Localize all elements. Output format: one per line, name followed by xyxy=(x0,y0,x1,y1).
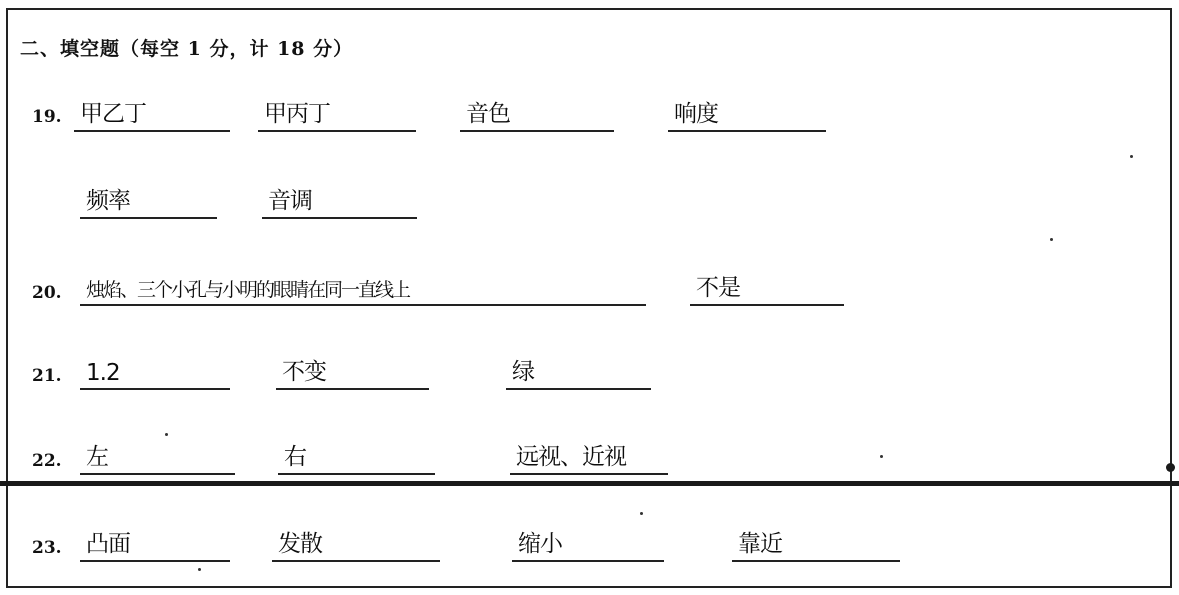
answer-text: 左 xyxy=(86,444,108,470)
answer-blank[interactable] xyxy=(272,530,440,562)
answer-text: 发散 xyxy=(278,531,322,557)
answer-text: 不变 xyxy=(282,359,326,385)
answer-blank[interactable] xyxy=(690,274,844,306)
answer-blank[interactable] xyxy=(74,100,230,132)
answer-text: 远视、近视 xyxy=(516,444,626,470)
scan-speck xyxy=(880,455,883,458)
scan-speck xyxy=(198,568,201,571)
scan-speck xyxy=(1050,238,1053,241)
answer-text: 响度 xyxy=(674,101,718,127)
answer-text: 音调 xyxy=(268,188,312,214)
question-number-22: 22. xyxy=(32,451,62,471)
answer-blank[interactable] xyxy=(732,530,900,562)
answer-blank[interactable] xyxy=(80,358,230,390)
question-number-21: 21. xyxy=(32,366,62,386)
answer-blank[interactable] xyxy=(278,443,435,475)
question-number-23: 23. xyxy=(32,538,62,558)
section-title: 二、填空题（每空 1 分，计 18 分） xyxy=(20,38,354,60)
fold-line xyxy=(0,481,1179,486)
answer-text: 绿 xyxy=(512,359,534,385)
answer-blank[interactable] xyxy=(80,274,646,306)
answer-text: 右 xyxy=(284,444,306,470)
answer-blank[interactable] xyxy=(510,443,668,475)
answer-text: 频率 xyxy=(86,188,130,214)
answer-blank[interactable] xyxy=(80,187,217,219)
scan-speck xyxy=(165,433,168,436)
answer-text: 音色 xyxy=(466,101,510,127)
answer-blank[interactable] xyxy=(668,100,826,132)
answer-blank[interactable] xyxy=(258,100,416,132)
answer-blank[interactable] xyxy=(512,530,664,562)
answer-text: 凸面 xyxy=(86,531,130,557)
answer-blank[interactable] xyxy=(460,100,614,132)
fold-marker xyxy=(1166,463,1175,472)
scan-speck xyxy=(640,512,643,515)
answer-blank[interactable] xyxy=(276,358,429,390)
answer-text: 不是 xyxy=(696,275,740,301)
answer-blank[interactable] xyxy=(80,530,230,562)
answer-blank[interactable] xyxy=(506,358,651,390)
question-number-19: 19. xyxy=(32,107,62,127)
answer-blank[interactable] xyxy=(80,443,235,475)
answer-text: 甲丙丁 xyxy=(264,101,330,127)
answer-text: 缩小 xyxy=(518,531,562,557)
answer-text: 靠近 xyxy=(738,531,782,557)
question-number-20: 20. xyxy=(32,283,62,303)
answer-text: 甲乙丁 xyxy=(80,101,146,127)
answer-text: 烛焰、三个小孔与小明的眼睛在同一直线上 xyxy=(86,279,410,301)
scan-speck xyxy=(1130,155,1133,158)
answer-blank[interactable] xyxy=(262,187,417,219)
answer-text: 1.2 xyxy=(86,360,120,386)
